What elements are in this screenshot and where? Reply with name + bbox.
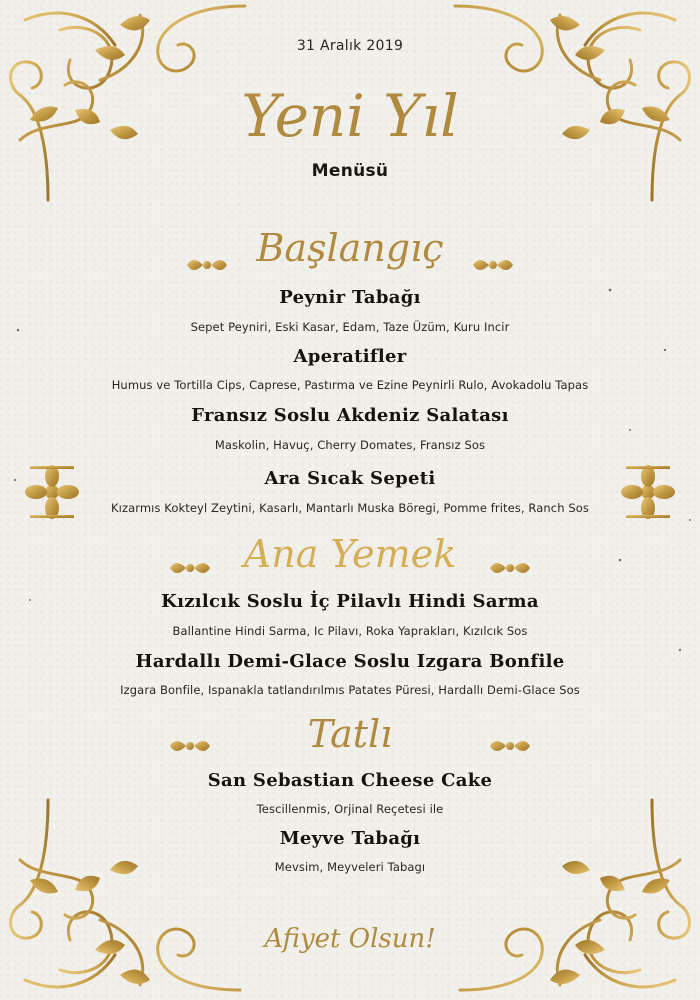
section-title-main-course: Ana Yemek: [243, 532, 457, 576]
menu-item-description: Kızarmıs Kokteyl Zeytini, Kasarlı, Mantarlı Muska Böregi, Pomme frites, Ranch Sos: [111, 501, 589, 515]
menu-item-description: Humus ve Tortilla Cips, Caprese, Pastırma ve Ezine Peynirli Rulo, Avokadolu Tapas: [111, 378, 589, 392]
menu-item-name: San Sebastian Cheese Cake: [207, 770, 493, 791]
section-title-dessert: Tatlı: [307, 712, 393, 756]
menu-item-description: Tescillenmis, Orjinal Reçetesi ile: [256, 802, 444, 816]
menu-item-description: Sepet Peyniri, Eski Kasar, Edam, Taze Üzüm, Kuru Incir: [190, 320, 510, 334]
menu-item-name: Peynir Tabağı: [279, 287, 421, 308]
closing-message: Afiyet Olsun!: [264, 924, 436, 954]
menu-item-name: Meyve Tabağı: [279, 828, 421, 849]
menu-item-description: Maskolin, Havuç, Cherry Domates, Fransız Sos: [214, 438, 486, 452]
menu-item-name: Aperatifler: [293, 346, 407, 367]
section-title-starters: Başlangıç: [256, 226, 444, 270]
menu-item-description: Izgara Bonfile, Ispanakla tatlandırılmıs Patates Püresi, Hardallı Demi-Glace Sos: [120, 683, 580, 697]
menu-date: 31 Aralık 2019: [296, 38, 404, 54]
menu-item-name: Kızılcık Soslu İç Pilavlı Hindi Sarma: [161, 591, 539, 612]
menu-item-description: Mevsim, Meyveleri Tabagı: [274, 860, 426, 874]
menu-subtitle: Menüsü: [311, 161, 389, 181]
menu-item-name: Hardallı Demi-Glace Soslu Izgara Bonfile: [135, 651, 565, 672]
menu-item-description: Ballantine Hindi Sarma, Ic Pilavı, Roka Yaprakları, Kızılcık Sos: [172, 624, 528, 638]
menu-item-name: Ara Sıcak Sepeti: [264, 468, 436, 489]
menu-item-name: Fransız Soslu Akdeniz Salatası: [191, 405, 509, 426]
menu-title: Yeni Yıl: [241, 82, 459, 150]
